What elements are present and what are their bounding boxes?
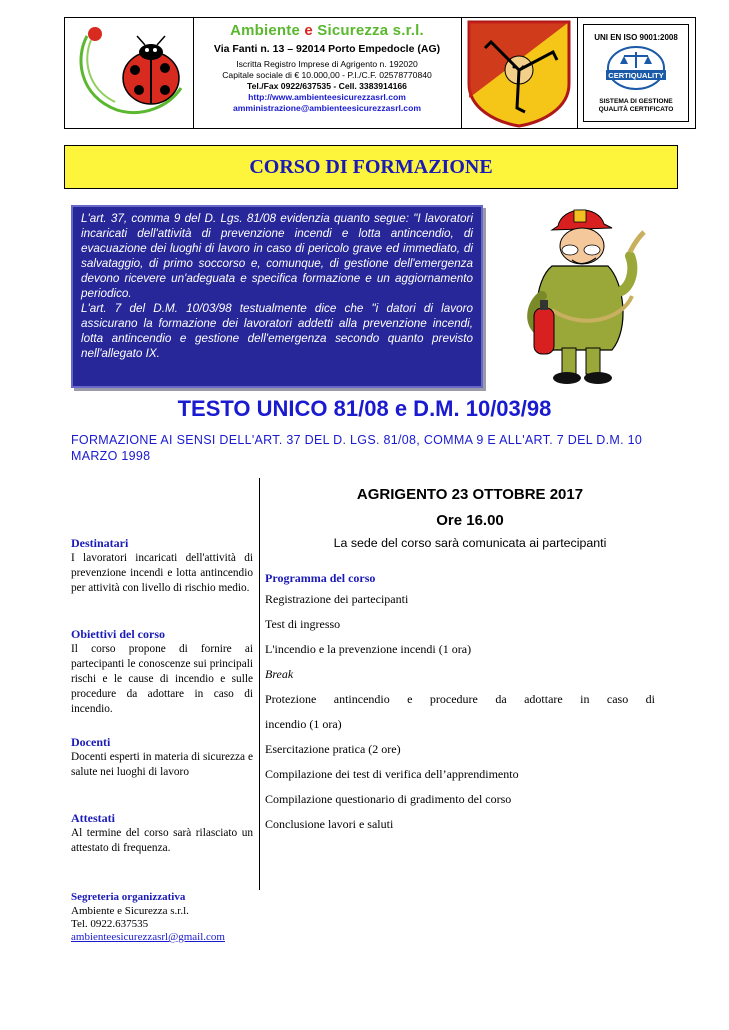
company-phone: Tel./Fax 0922/637535 - Cell. 3383914166 [247, 81, 407, 91]
certificates-heading: Attestati [71, 811, 115, 825]
certification-standard: UNI EN ISO 9001:2008 [594, 33, 678, 42]
secretariat-name: Ambiente e Sicurezza s.r.l. [71, 905, 189, 917]
intro-box [71, 205, 483, 388]
program-item-break: Break [265, 667, 294, 681]
program-item: Compilazione questionario di gradimento del corso [265, 792, 512, 806]
program-heading: Programma del corso [265, 571, 376, 585]
law-subtitle: FORMAZIONE AI SENSI DELL'ART. 37 DEL D. LGS. 81/08, COMMA 9 E ALL'ART. 7 DEL D.M. 10 MARZO 1998 [71, 433, 643, 463]
program-item: Conclusione lavori e saluti [265, 817, 394, 831]
program-item: Esercitazione pratica (2 ore) [265, 742, 401, 756]
certification-footer-line1: SISTEMA DI GESTIONE [599, 98, 673, 105]
objectives-heading: Obiettivi del corso [71, 627, 165, 641]
program-item: Test di ingresso [265, 617, 341, 631]
company-capital: Capitale sociale di € 10.000,00 - P.I./C.F. 02578770840 [222, 70, 432, 80]
event-time: Ore 16.00 [436, 512, 504, 529]
intro-paragraph-1: L'art. 37, comma 9 del D. Lgs. 81/08 evidenzia quanto segue: "I lavoratori incaricati dell'attività di prevenzione incendi e lotta antincendio, di evacuazione dei luoghi di lavoro in caso di pericolo grave ed immediato, di salvataggio, di primo soccorso e, comunque, di gestione dell'emergenza devono ricevere un'adeguata e specifica formazione e un aggiornamento periodico. [81, 212, 473, 300]
program-item: L'incendio e la prevenzione incendi (1 ora) [265, 642, 472, 656]
secretariat-section [71, 890, 253, 944]
ladybug-logo-icon [65, 18, 193, 128]
program-item: Protezione antincendio e procedure da adottare in caso di [265, 692, 655, 706]
program-list [265, 587, 655, 837]
program-item: incendio (1 ora) [265, 717, 342, 731]
secretariat-heading: Segreteria organizzativa [71, 891, 186, 903]
recipients-heading: Destinatari [71, 536, 129, 550]
fireman-illustration-icon [512, 200, 652, 390]
objectives-section [71, 627, 253, 717]
certiquality-logo-text: CERTIQUALITY [608, 71, 664, 80]
company-website-link[interactable]: http://www.ambienteesicurezzasrl.com [248, 92, 406, 102]
letterhead [64, 17, 696, 129]
recipients-text: I lavoratori incaricati dell'attività di prevenzione incendi e lotta antincendio per attività con livello di rischio medio. [71, 552, 253, 594]
course-title: CORSO DI FORMAZIONE [64, 145, 678, 189]
certification-footer-line2: QUALITÀ CERTIFICATO [598, 106, 674, 113]
teachers-section [71, 735, 253, 780]
company-name: Ambiente e Sicurezza s.r.l. [230, 22, 424, 39]
sicily-crest-icon [461, 18, 577, 128]
company-address: Via Fanti n. 13 – 92014 Porto Empedocle (AG) [213, 43, 441, 55]
company-info [193, 18, 462, 128]
teachers-text: Docenti esperti in materia di sicurezza e salute nei luoghi di lavoro [71, 751, 253, 778]
company-email-link[interactable]: amministrazione@ambienteesicurezzasrl.com [233, 103, 421, 113]
ladybug-logo-cell [65, 18, 194, 128]
event-venue-note: La sede del corso sarà comunicata ai partecipanti [333, 536, 607, 550]
program-item: Registrazione dei partecipanti [265, 592, 409, 606]
recipients-section [71, 536, 253, 596]
intro-paragraph-2: L'art. 7 del D.M. 10/03/98 testualmente dice che "i datori di lavoro assicurano la formazione dei lavoratori addetti alla prevenzione incendi, lotta antincendio e gestione dell'emergenza secondo quanto previsto nell'allegato IX. [81, 302, 473, 360]
certificates-text: Al termine del corso sarà rilasciato un attestato di frequenza. [71, 827, 253, 854]
objectives-text: Il corso propone di fornire ai partecipanti le conoscenze sui principali rischi e le cause di incendio e sulle procedure da adottare in caso di incendio. [71, 643, 253, 715]
secretariat-phone: Tel. 0922.637535 [71, 918, 149, 930]
sicily-crest-cell [461, 18, 578, 128]
certification-cell [577, 18, 695, 128]
program-item: Compilazione dei test di verifica dell’apprendimento [265, 767, 519, 781]
certiquality-logo-icon [584, 44, 688, 92]
event-date: AGRIGENTO 23 OTTOBRE 2017 [356, 486, 584, 503]
secretariat-email-link[interactable]: ambienteesicurezzasrl@gmail.com [71, 931, 225, 943]
company-registry: Iscritta Registro Imprese di Agrigento n. 192020 [236, 59, 418, 69]
certification-badge [583, 24, 689, 122]
certificates-section [71, 811, 253, 856]
law-title: TESTO UNICO 81/08 e D.M. 10/03/98 [177, 396, 552, 421]
teachers-heading: Docenti [71, 735, 111, 749]
